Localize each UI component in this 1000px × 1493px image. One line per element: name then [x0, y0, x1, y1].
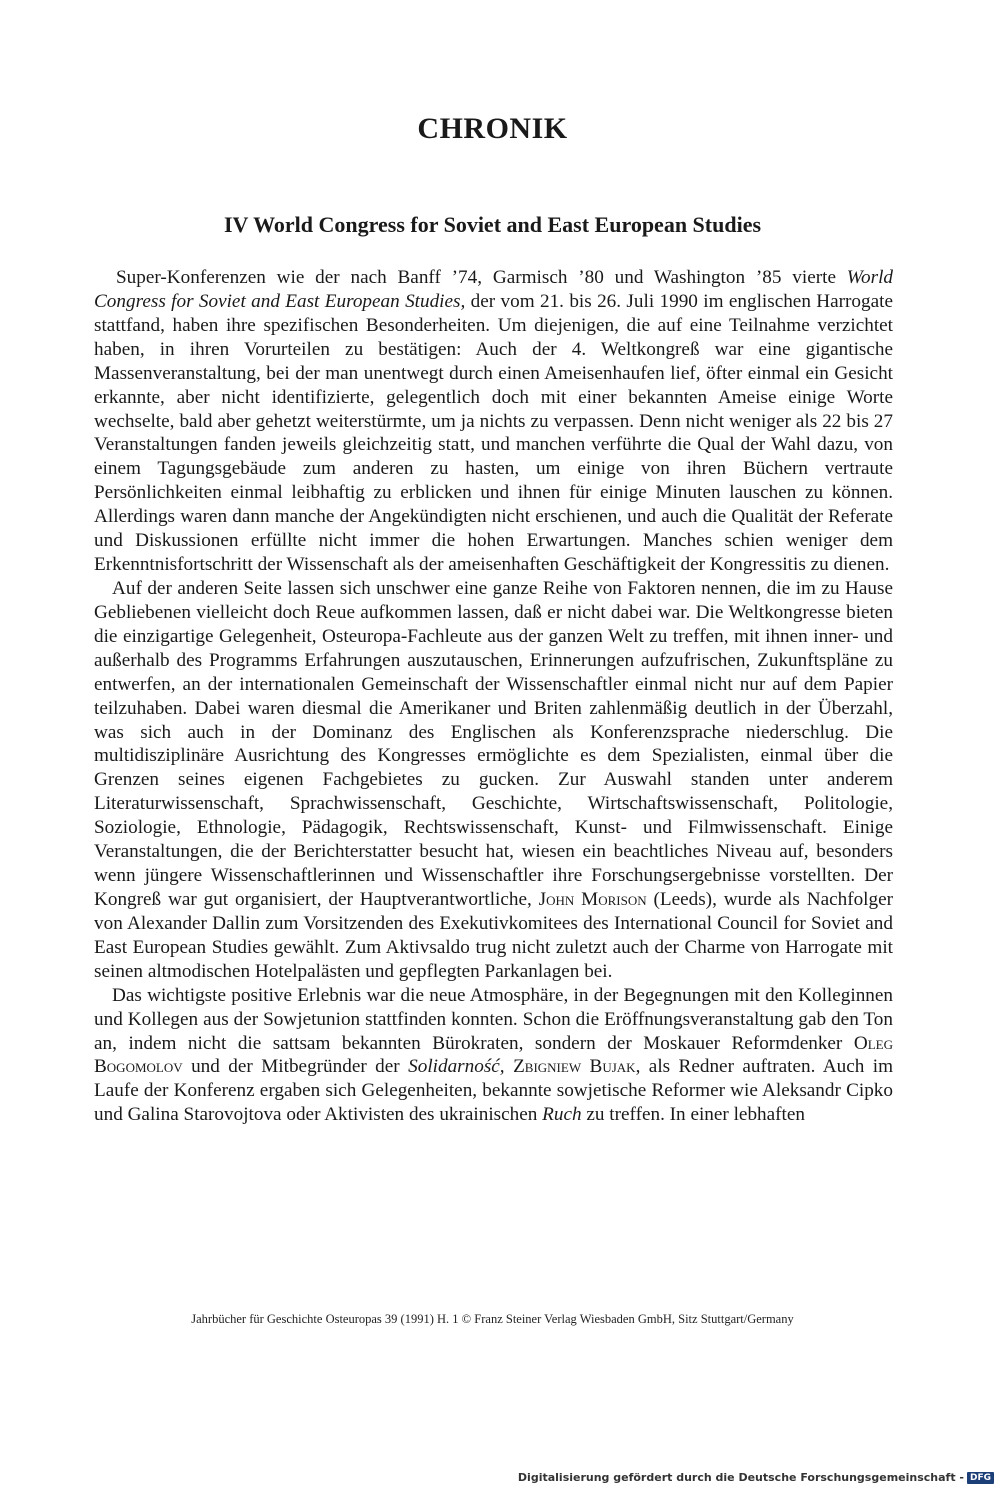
article-subtitle: IV World Congress for Soviet and East European Studies — [223, 212, 762, 237]
person-name: John Morison — [538, 888, 647, 910]
text-run: zu treffen. In einer lebhaften — [581, 1104, 805, 1126]
text-run: Auf der anderen Seite lassen sich unschwer eine ganze Reihe von Faktoren nennen, die im zu Hause Gebliebenen vielleicht doch Reue aufkommen lassen, daß er nicht dabei war. Die Weltkongresse bieten die einzigartige Gelegenheit, Osteuropa-Fachleute aus der ganzen Welt zu treffen, mit ihnen inner- und außerhalb des Programms Erfahrungen auszutauschen, Erinnerungen aufzufrischen, Zukunftspläne zu entwerfen, an der internationalen Gemeinschaft der Wissenschaftler einmal nicht nur auf dem Papier teilzuhaben. Dabei waren diesmal die Amerikaner und Briten zahlenmäßig deutlich in der Überzahl, was sich auch in der Dominanz des Englischen als Konferenzsprache niederschlug. Die multidisziplinäre Ausrichtung des Kongresses ermöglichte es dem Spezialisten, einmal über die Grenzen seines eigenen Fachgebietes zu gucken. Zur Auswahl standen unter anderem Literaturwissenschaft, Sprachwissenschaft, Geschichte, Wirtschaftswissenschaft, Politologie, Soziologie, Ethnologie, Pädagogik, Rechtswissenschaft, Kunst- und Filmwissenschaft. Einige Veranstaltungen, die der Berichterstatter besucht hat, wiesen ein beachtliches Niveau auf, besonders wenn jüngere Wissenschaftlerinnen und Wissenschaftler ihre Forschungsergebnisse vorstellten. Der Kongreß war gut organisiert, der Hauptverantwortliche, — [94, 577, 893, 910]
paragraph-3 — [94, 984, 893, 1128]
dfg-logo-icon: DFG — [967, 1472, 994, 1484]
text-run — [505, 1056, 513, 1077]
watermark-text: Digitalisierung gefördert durch die Deutsche Forschungsgemeinschaft - — [517, 1471, 964, 1484]
italic-term: Ruch — [542, 1104, 582, 1126]
person-name: Oleg Bogomolov — [94, 1032, 893, 1078]
person-name: Zbigniew Bujak — [513, 1056, 636, 1078]
italic-term: Solidarność, — [408, 1056, 505, 1078]
paragraph-1 — [94, 266, 893, 577]
italic-title: World Congress for Soviet and East European Studies, — [94, 267, 893, 312]
digitization-watermark — [518, 1471, 994, 1484]
text-run: der vom 21. bis 26. Juli 1990 im englischen Harrogate stattfand, haben ihre spezifischen Besonderheiten. Um diejenigen, die auf eine Teilnahme verzichtet haben, in ihren Vorurteilen zu bestätigen: Auch der 4. Weltkongreß war eine gigantische Massenveranstaltung, bei der man unentwegt durch einen Ameisenhaufen lief, öfter einmal ein Gesicht erkannte, aber nicht identifizierte, gelegentlich doch mit einer bekannten Ameise einige Worte wechselte, bald aber gehetzt weiterstürmte, um ja nichts zu verpassen. Denn nicht weniger als 22 bis 27 Veranstaltungen fanden jeweils gleichzeitig statt, und manchen verführte die Qual der Wahl dazu, von einem Tagungsgebäude zum anderen zu hasten, um einige von ihren Büchern vertraute Persönlichkeiten einmal leibhaftig zu erblicken und ihnen für einige Minuten lauschen zu können. Allerdings waren dann manche der Angekündigten nicht erschienen, und auch die Qualität der Referate und Diskussionen erfüllte nicht immer die hohen Erwartungen. Manches schien weniger dem Erkenntnisfortschritt der Wissenschaft als der ameisenhaften Geschäftigkeit der Kongressitis zu dienen. — [94, 290, 893, 576]
page-title: CHRONIK — [417, 112, 568, 145]
article-body — [94, 266, 893, 1127]
paragraph-2 — [94, 577, 893, 984]
text-run: Das wichtigste positive Erlebnis war die neue Atmosphäre, in der Begegnungen mit den Kolleginnen und Kollegen aus der Sowjetunion stattfinden konnten. Schon die Eröffnungsveranstaltung gab den Ton an, indem nicht die sattsam bekannten Bürokraten, sondern der Moskauer Reformdenker — [94, 984, 893, 1054]
journal-citation: Jahrbücher für Geschichte Osteuropas 39 (1991) H. 1 © Franz Steiner Verlag Wiesbaden GmbH, Sitz Stuttgart/Germany — [191, 1312, 794, 1326]
text-run: (Leeds), wurde als Nachfolger von Alexander Dallin zum Vorsitzenden des Exekutivkomitees des International Council for Soviet and East European Studies gewählt. Zum Aktivsaldo trug nicht zuletzt auch der Charme von Harrogate mit seinen altmodischen Hotelpalästen und gepflegten Parkanlagen bei. — [94, 888, 894, 982]
text-run: , als Redner auftraten. Auch im Laufe der Konferenz ergaben sich Gelegenheiten, bekannte sowjetische Reformer wie Aleksandr Cipko und Galina Starovojtova oder Aktivisten des ukrainischen — [94, 1056, 894, 1126]
text-run: und der Mitbegründer der — [182, 1056, 409, 1078]
text-run: Super-Konferenzen wie der nach Banff ’74, Garmisch ’80 und Washington ’85 vierte — [116, 267, 847, 288]
